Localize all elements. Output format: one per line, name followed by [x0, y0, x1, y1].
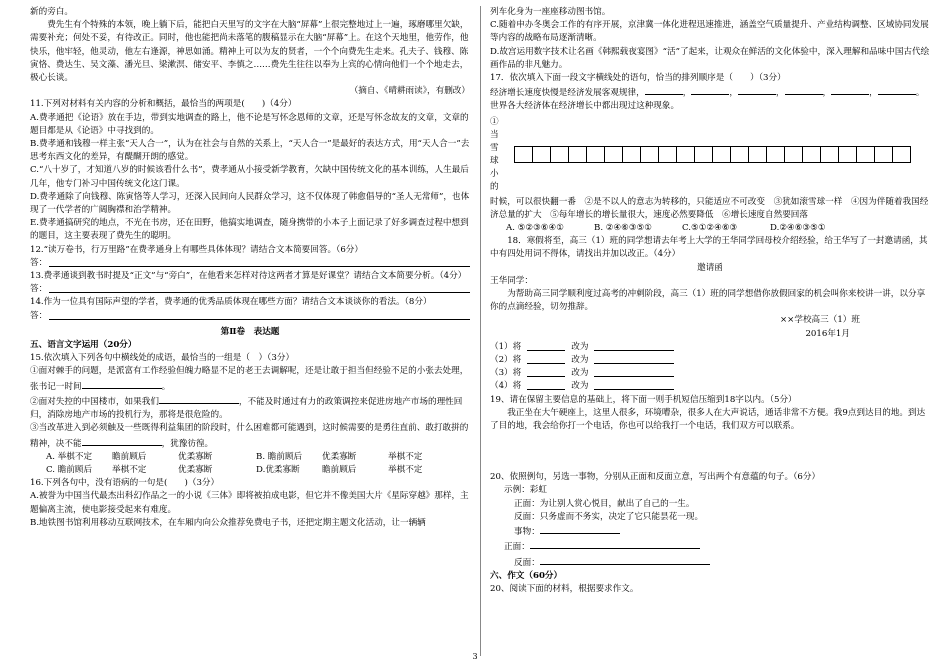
- paragraph: 费先生有个特殊的本领，晚上躺下后，能把白天里写的文字在大脑“屏幕”上很完整地过上一遍，琢磨哪里欠缺，需要补充；何处不妥，有待改正。同时，他也能把尚未落笔的腹稿显示在大脑“屏幕”上。在这个天地里，他劳作，他快乐，他牢轻，他灵动，他左右逢源，神思如涌。精神上可以为友的贤者，一个个向费先生走来。孔夫子、钱穆、陈寅恪、费达生、吴文藻、潘光旦、梁漱溟、储安平、李慎之……费先生往往以奉为上宾的心情向他们一个个地走去，极心长谈。: [30, 20, 469, 84]
- sms-text: 我正坐在大午硬座上，这里人很多，环境嘈杂，很多人在大声说话，通话非常不方便。我9点到达目的地。到达了目的地，我会给你打一个电话，你也可以给我打一个电话，我们双方可以联系。: [490, 407, 926, 432]
- grid-cell[interactable]: [604, 146, 623, 163]
- option-15d-1: D.优柔寡断: [256, 464, 300, 475]
- question-12: 12.“读万卷书，行万里路”在费孝通身上有哪些具体体现？请结合文本简要回答。（6分）: [30, 244, 363, 255]
- grid-cell[interactable]: [622, 146, 641, 163]
- option-16a: A.被誉为中国当代最杰出科幻作品之一的小说《三体》即将被拍成电影，但它并不像美国大片《星际穿越》那样，主题偏离主流，使电影接受起来有难度。: [30, 491, 469, 515]
- sentence-15-3: ③当改革进入到必须触及一些既得利益集团的阶段时，什么困难都可能遇到，这时候需要的是勇往直前、敢打敢拼的精神，决不能 ，犹豫彷徨。: [30, 423, 469, 449]
- question-16: 16.下列各句中，没有语病的一句是( )（3分）: [30, 478, 220, 489]
- column-divider: [480, 6, 481, 656]
- blank[interactable]: [82, 436, 162, 446]
- grid-cell[interactable]: [856, 146, 875, 163]
- option-17c: C.⑤①②④⑥③: [682, 223, 738, 234]
- example-positive: 正面：为让别人赏心悦目，献出了自己的一生。: [514, 498, 695, 509]
- question-17: 17．依次填入下面一段文字横线处的语句，恰当的排列顺序是（ ）（3分）: [490, 73, 786, 84]
- grid-cell[interactable]: [568, 146, 587, 163]
- text-line: 列车化身为一座座移动图书馆。: [490, 7, 611, 17]
- grid-cell[interactable]: [550, 146, 569, 163]
- blank[interactable]: [530, 539, 700, 549]
- option-11c: C.“八十岁了，才知道八岁的时候该看什么书”，费孝通从小接受新学教育，欠缺中国传统文化的基本训练，人生最后几年，他专门补习中国传统文化这门课。: [30, 165, 469, 189]
- correction-row: （2）将 改为: [490, 354, 930, 367]
- answer-positive: 正面：: [490, 539, 930, 554]
- grid-cell[interactable]: [892, 146, 911, 163]
- answer-grid-17: [490, 116, 930, 194]
- answer-label: 答：: [30, 284, 48, 295]
- answer-label: 答：: [30, 310, 48, 321]
- answer-line-12[interactable]: [30, 257, 470, 270]
- question-20-essay: 20、阅读下面的材料，根据要求作文。: [490, 583, 639, 594]
- grid-cell[interactable]: [748, 146, 767, 163]
- grid-cell[interactable]: [586, 146, 605, 163]
- question-19: 19、请在保留主要信息的基础上，将下面一则手机短信压缩到18字以内。（5分）: [490, 394, 797, 405]
- answer-label: 答：: [30, 257, 48, 268]
- option-15b-3: 举棋不定: [388, 451, 423, 462]
- left-column: [30, 6, 470, 530]
- grid-cell[interactable]: [820, 146, 839, 163]
- grid-cell[interactable]: [640, 146, 659, 163]
- option-16b: B.地铁图书馆利用移动互联网技术，在车厢内向公众推荐免费电子书，还把定期主题文化活动，让一辆辆: [30, 517, 426, 528]
- blank[interactable]: [691, 85, 729, 95]
- grid-label: 小 的: [490, 168, 508, 192]
- blank[interactable]: [738, 85, 776, 95]
- correction-list: [490, 341, 930, 394]
- text-line: 新的旁白。: [30, 7, 73, 17]
- grid-cell[interactable]: [712, 146, 731, 163]
- blank[interactable]: [527, 367, 565, 377]
- letter-body: 为帮助高三同学顺利度过高考的冲刺阶段，高三（1）班的同学想借你放假回家的机会叫你来校讲一讲，以分享你的点滴经验，切勿推辞。: [490, 289, 926, 313]
- source-note: （摘自、《晴耕雨读》，有删改）: [349, 86, 470, 97]
- blank[interactable]: [540, 524, 620, 534]
- correction-row: （3）将 改为: [490, 367, 930, 380]
- option-11e: E.费孝通搞研究的地点，不光在书房，还在田野，他搞实地调查，随身携带的小本子上面记录了好多调查过程中想到的题目，这主要表现了费先生的聪明。: [30, 218, 469, 242]
- question-15: 15.依次填入下列各句中横线处的成语，最恰当的一组是（ ）（3分）: [30, 353, 295, 364]
- option-17d: D.②④⑥③⑤①: [770, 223, 826, 234]
- grid-label: ① 当: [490, 116, 508, 140]
- sentence-15-2: ②面对失控的中国楼市，如果我们 ，不能及时通过有力的政策调控来促进房地产市场的理性回归，消除房地产市场的投机行为，那将是很危险的。: [30, 394, 470, 422]
- question-17-items: 时候，可以很快翻一番 ②是不以人的意志为转移的，只能适应不可改变 ③犹如滚雪球一样 ④因为伴随着我国经济总量的扩大 ⑤每年增长的增长量很大，速度必然要降低 ⑥增长速度自然要回落: [490, 196, 929, 220]
- option-15c-3: 优柔寡断: [178, 464, 213, 475]
- options-15-row2: [30, 464, 470, 477]
- option-15d-3: 举棋不定: [388, 464, 423, 475]
- option-15a-2: 瞻前顾后: [112, 451, 147, 462]
- part-title: 第Ⅱ卷 表达题: [220, 326, 280, 337]
- blank[interactable]: [594, 367, 674, 377]
- letter-greeting: 王华同学：: [490, 275, 533, 286]
- section-5-title: 五、语言文字运用（20分）: [30, 340, 137, 351]
- blank[interactable]: [82, 379, 162, 389]
- right-column: [490, 6, 930, 596]
- grid-cell[interactable]: [676, 146, 695, 163]
- option-15a-1: A. 举棋不定: [46, 451, 93, 462]
- blank[interactable]: [878, 85, 916, 95]
- option-15d-2: 瞻前顾后: [322, 464, 357, 475]
- grid-cell[interactable]: [514, 146, 533, 163]
- grid-cell[interactable]: [838, 146, 857, 163]
- grid-cell[interactable]: [784, 146, 803, 163]
- grid-cell[interactable]: [730, 146, 749, 163]
- question-17-text: 经济增长速度快慢是经济发展客观规律， ， ， ， ， ， 。世界各大经济体在经济增长中都出现过这种现象。: [490, 85, 930, 113]
- answer-line-13[interactable]: [30, 283, 470, 296]
- options-17: [490, 222, 930, 235]
- blank[interactable]: [527, 380, 565, 390]
- option-11a: A.费孝通把《论语》放在手边，带到实地调查的路上，他不论是写怀念恩师的文章，还是写怀念故友的文章，文章的题目都是从《论语》中寻找到的。: [30, 112, 469, 136]
- options-15-row1: [30, 451, 470, 464]
- grid-cell[interactable]: [766, 146, 785, 163]
- page-number: 3: [472, 652, 478, 661]
- correction-row: （4）将 改为: [490, 380, 930, 393]
- option-16c: C.随着申办冬奥会工作的有序开展，京津冀一体化进程迅速推进，涵盖空气质量提升、产业结构调整、区域协同发展等内容的战略布局逐渐清晰。: [490, 20, 929, 44]
- grid-cell[interactable]: [532, 146, 551, 163]
- option-16d: D.故宫运用数字技术让名画《韩熙载夜宴图》“活”了起来，让观众在鲜活的文化体验中，深入理解和品味中国古代绘画作品的非凡魅力。: [490, 46, 930, 70]
- blank[interactable]: [831, 85, 869, 95]
- answer-negative: 反面：: [490, 555, 930, 570]
- option-15c-1: C. 瞻前顾后: [46, 464, 93, 475]
- grid-label: 雪 球: [490, 142, 508, 166]
- blank[interactable]: [594, 341, 674, 351]
- blank[interactable]: [645, 85, 683, 95]
- question-13: 13.费孝通谈到教书时提及“正文”与“旁白”，在他看来怎样对待这两者才算是好课堂？请结合文本简要分析。（4分）: [30, 271, 467, 282]
- blank[interactable]: [527, 354, 565, 364]
- answer-thing: 事物：: [490, 524, 930, 539]
- option-15c-2: 举棋不定: [112, 464, 147, 475]
- blank[interactable]: [527, 341, 565, 351]
- letter-date: 2016年1月: [805, 328, 850, 339]
- blank[interactable]: [785, 85, 823, 95]
- grid-cell[interactable]: [874, 146, 893, 163]
- letter-signature: ××学校高三（1）班: [779, 315, 860, 326]
- option-15b-2: 优柔寡断: [322, 451, 357, 462]
- grid-cell[interactable]: [694, 146, 713, 163]
- grid-cells[interactable]: [514, 146, 910, 163]
- option-15b-1: B. 瞻前顾后: [256, 451, 303, 462]
- question-20: 20、依照例句，另选一事物，分别从正面和反面立意，写出两个有意蕴的句子。（6分）: [490, 472, 821, 483]
- question-18: 18．寒假将至，高三（1）班的同学想请去年考上大学的王华同学回母校介绍经验，给王华写了一封邀请函，其中有四处用词不得体，请找出并加以改正。（4分）: [490, 236, 928, 260]
- blank[interactable]: [159, 394, 239, 404]
- example-negative: 反面：只务虚而不务实，决定了它只能昙花一现。: [514, 511, 704, 522]
- answer-line-14[interactable]: [30, 310, 470, 323]
- correction-row: （1）将 改为: [490, 341, 930, 354]
- blank[interactable]: [540, 555, 710, 565]
- grid-cell[interactable]: [658, 146, 677, 163]
- example-label: 示例：彩虹: [504, 485, 547, 496]
- option-17b: B. ②④⑥③⑤①: [594, 223, 653, 234]
- question-11: 11.下列对材料有关内容的分析和概括，最恰当的两项是( )（4分）: [30, 99, 297, 110]
- option-17a: A. ⑤②③⑥④①: [506, 223, 564, 234]
- option-11d: D.费孝通除了向钱穆、陈寅恪等人学习，还深入民间向人民群众学习，这不仅体现了韩愈倡导的“圣人无常师”，也体现了一代学者的广阔胸襟和治学精神。: [30, 191, 470, 216]
- sentence-15-1: ①面对棘手的问题，是派富有工作经验但魄力略显不足的老王去调解呢，还是让敢于担当但经验不足的小张去处理，张书记一时间 。: [30, 366, 469, 392]
- grid-cell[interactable]: [802, 146, 821, 163]
- letter-title: 邀请函: [697, 262, 723, 273]
- blank[interactable]: [594, 354, 674, 364]
- section-6-title: 六、作文（60分）: [490, 570, 563, 581]
- question-14: 14.作为一位具有国际声望的学者，费孝通的优秀品质体现在哪些方面？请结合文本谈谈你的看法。（8分）: [30, 297, 432, 308]
- answer-space-19[interactable]: [490, 433, 930, 471]
- option-15a-3: 优柔寡断: [178, 451, 213, 462]
- option-11b: B.费孝通和钱穆一样主张“天人合一”，认为在社会与自然的关系上，“天人合一”是最好的表达方式，用“天人合一”去思考东西文化的差异，有醍醐开朗的感觉。: [30, 139, 470, 163]
- blank[interactable]: [594, 380, 674, 390]
